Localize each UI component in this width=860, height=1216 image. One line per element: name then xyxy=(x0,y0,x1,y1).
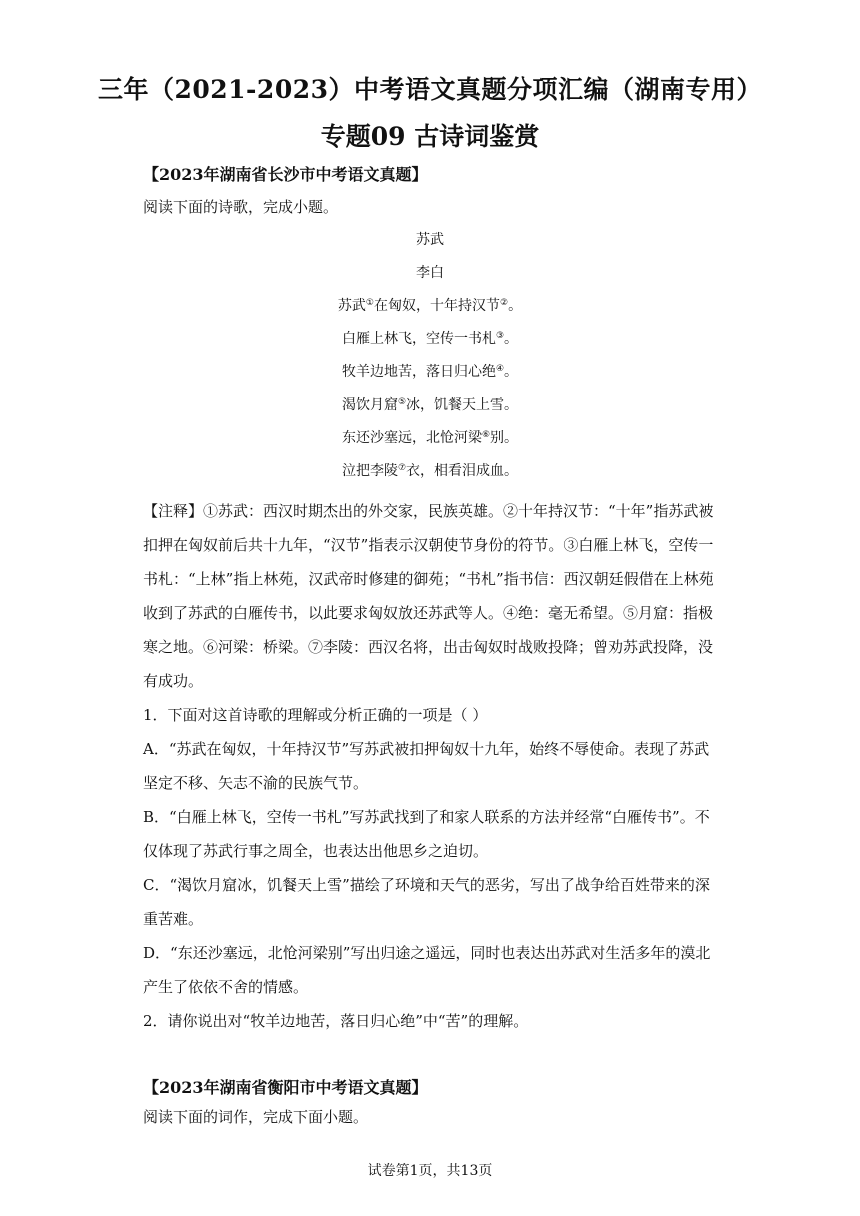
footnote-marker: ⑤ xyxy=(397,397,407,407)
footnote-marker: ④ xyxy=(495,364,505,374)
notes-line: 有成功。 xyxy=(143,672,204,690)
poem-block xyxy=(0,224,860,488)
poem-title: 苏武 xyxy=(416,232,444,248)
poem-line: 白雁上林飞，空传一书札③。 xyxy=(341,331,519,347)
poem-author: 李白 xyxy=(416,265,444,281)
notes-line: 【注释】①苏武：西汉时期杰出的外交家，民族英雄。②十年持汉节：“十年”指苏武被 xyxy=(143,502,714,520)
option-d-line: D．“东还沙塞远，北怆河梁别”写出归途之遥远，同时也表达出苏武对生活多年的漠北 xyxy=(143,944,711,962)
poem-line: 苏武①在匈奴，十年持汉节②。 xyxy=(337,298,523,314)
section-heading-hengyang: 【2023年湖南省衡阳市中考语文真题】 xyxy=(143,1078,428,1097)
option-a-line: A．“苏武在匈奴，十年持汉节”写苏武被扣押匈奴十九年，始终不辱使命。表现了苏武 xyxy=(143,740,710,758)
question-2: 2．请你说出对“牧羊边地苦，落日归心绝”中“苦”的理解。 xyxy=(143,1012,529,1030)
footnote-marker: ⑦ xyxy=(397,463,407,473)
poem-line: 泣把李陵⑦衣，相看泪成血。 xyxy=(341,463,519,479)
reading-instruction-2: 阅读下面的词作，完成下面小题。 xyxy=(143,1108,369,1126)
footnote-marker: ⑥ xyxy=(481,430,491,440)
footnote-marker: ① xyxy=(365,298,374,308)
option-b-line: B．“白雁上林飞，空传一书札”写苏武找到了和家人联系的方法并经常“白雁传书”。不 xyxy=(143,808,710,826)
option-a-line: 坚定不移、矢志不渝的民族气节。 xyxy=(143,774,369,792)
option-b-line: 仅体现了苏武行事之周全，也表达出他思乡之迫切。 xyxy=(143,842,489,860)
section-heading-changsha: 【2023年湖南省长沙市中考语文真题】 xyxy=(143,165,428,184)
notes-line: 收到了苏武的白雁传书，以此要求匈奴放还苏武等人。④绝：毫无希望。⑤月窟：指极 xyxy=(143,604,714,622)
option-c-line: C．“渴饮月窟冰，饥餐天上雪”描绘了环境和天气的恶劣，写出了战争给百姓带来的深 xyxy=(143,876,710,894)
footnote-marker: ③ xyxy=(495,331,505,341)
document-subtitle: 专题09 古诗词鉴赏 xyxy=(320,122,540,151)
document-title: 三年（2021-2023）中考语文真题分项汇编（湖南专用） xyxy=(97,75,763,104)
question-1-options xyxy=(143,732,718,1004)
question-1: 1．下面对这首诗歌的理解或分析正确的一项是（ ） xyxy=(143,706,488,724)
reading-instruction: 阅读下面的诗歌，完成小题。 xyxy=(143,198,339,216)
poem-line: 牧羊边地苦，落日归心绝④。 xyxy=(341,364,519,380)
page-footer: 试卷第1页，共13页 xyxy=(367,1163,493,1179)
notes-line: 扣押在匈奴前后共十九年，“汉节”指表示汉朝使节身份的符节。③白雁上林飞，空传一 xyxy=(143,536,714,554)
notes-line: 寒之地。⑥河梁：桥梁。⑦李陵：西汉名将，出击匈奴时战败投降；曾劝苏武投降，没 xyxy=(143,638,714,656)
option-c-line: 重苦难。 xyxy=(143,910,204,928)
notes-line: 书札：“上林”指上林苑，汉武帝时修建的御苑；“书札”指书信：西汉朝廷假借在上林苑 xyxy=(143,570,714,588)
notes-paragraph xyxy=(143,494,718,698)
option-d-line: 产生了依依不舍的情感。 xyxy=(143,978,309,996)
poem-line: 东还沙塞远，北怆河梁⑥别。 xyxy=(341,430,519,446)
footnote-marker: ② xyxy=(500,298,509,308)
poem-line: 渴饮月窟⑤冰，饥餐天上雪。 xyxy=(341,397,519,413)
